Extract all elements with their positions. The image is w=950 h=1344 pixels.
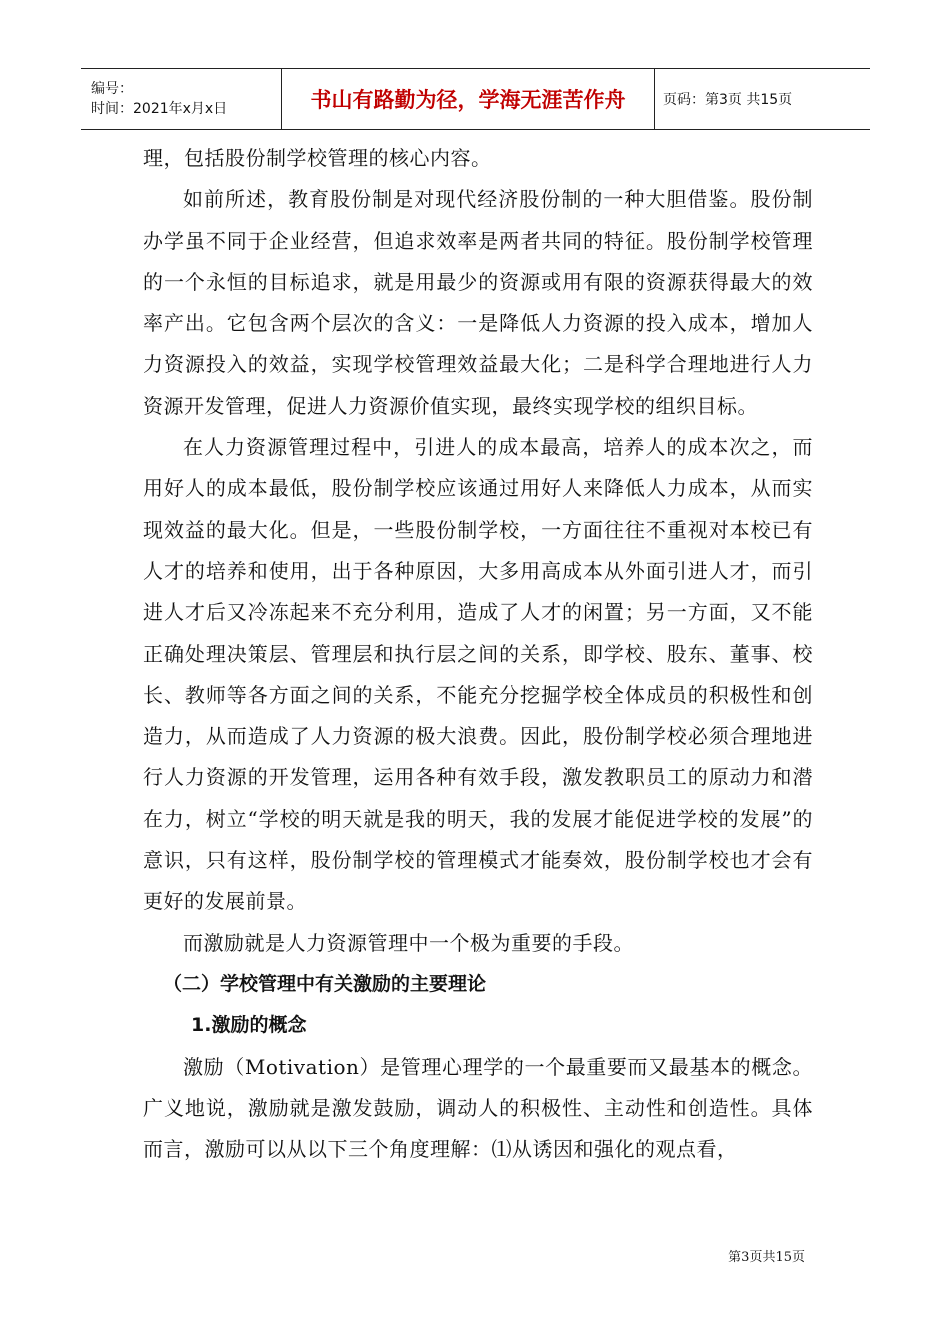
paragraph-5: 激励（Motivation）是管理心理学的一个最重要而又最基本的概念。广义地说，激励就是激发鼓励，调动人的积极性、主动性和创造性。具体而言，激励可以从以下三个角度理解：⑴从诱因和强化的观点看， [143, 1054, 813, 1162]
paragraph-3: 在人力资源管理过程中，引进人的成本最高，培养人的成本次之，而用好人的成本最低，股份制学校应该通过用好人来降低人力成本，从而实现效益的最大化。但是，一些股份制学校，一方面往往不重视对本校已有人才的培养和使用，出于各种原因，大多用高成本从外面引进人才，而引进人才后又冷冻起来不充分利用，造成了人才的闲置；另一方面，又不能正确处理决策层、管理层和执行层之间的关系，即学校、股东、董事、校长、教师等各方面之间的关系，不能充分挖掘学校全体成员的积极性和创造力，从而造成了人力资源的极大浪费。因此，股份制学校必须合理地进行人力资源的开发管理，运用各种有效手段，激发教职员工的原动力和潜在力，树立“学校的明天就是我的明天，我的发展才能促进学校的发展”的意识，只有这样，股份制学校的管理模式才能奏效，股份制学校也才会有更好的发展前景。 [143, 435, 813, 914]
document-body [143, 138, 813, 1170]
header-number-label: 编号： [91, 81, 133, 97]
paragraph-4: 而激励就是人力资源管理中一个极为重要的手段。 [183, 930, 634, 955]
paragraph-1: 理，包括股份制学校管理的核心内容。 [143, 146, 492, 170]
header-meta [81, 69, 282, 129]
page-footer: 第3页共15页 [728, 1250, 805, 1265]
paragraph-2: 如前所述，教育股份制是对现代经济股份制的一种大胆借鉴。股份制办学虽不同于企业经营，但追求效率是两者共同的特征。股份制学校管理的一个永恒的目标追求，就是用最少的资源或用有限的资源获得最大的效率产出。它包含两个层次的含义：一是降低人力资源的投入成本，增加人力资源投入的效益，实现学校管理效益最大化；二是科学合理地进行人力资源开发管理，促进人力资源价值实现，最终实现学校的组织目标。 [143, 187, 813, 418]
header-page-code [655, 69, 870, 129]
subsection-heading: 1.激励的概念 [191, 1014, 307, 1037]
header-page-code-text: 页码：第3页 共15页 [663, 92, 793, 108]
header-time-label: 时间：2021年x月x日 [91, 101, 228, 117]
header-motto-text: 书山有路勤为径，学海无涯苦作舟 [310, 88, 626, 112]
page-header [81, 68, 870, 130]
section-heading: （二）学校管理中有关激励的主要理论 [163, 972, 487, 995]
header-motto [282, 69, 655, 129]
